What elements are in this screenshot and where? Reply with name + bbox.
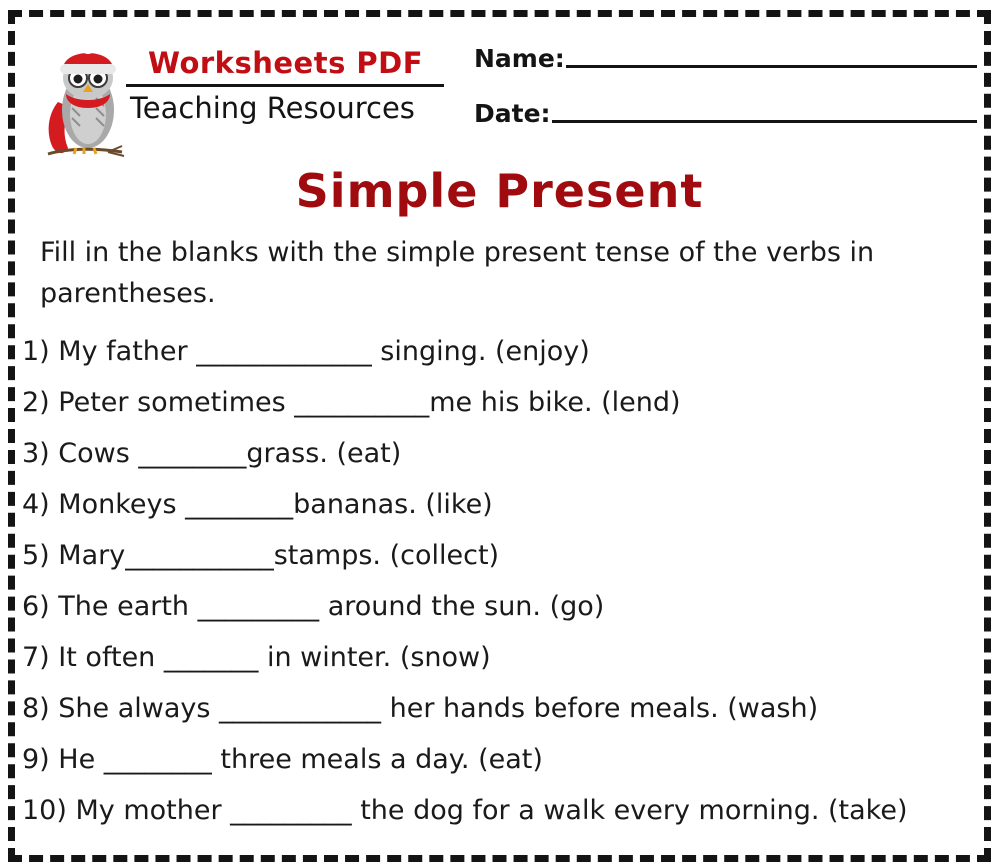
instructions-text: Fill in the blanks with the simple present tense of the verbs in parentheses. — [40, 237, 875, 309]
question-item[interactable]: 10) My mother _________ the dog for a walk every morning. (take) — [22, 795, 908, 826]
page-content — [22, 22, 977, 854]
name-input[interactable] — [566, 65, 977, 68]
page-title: Simple Present — [295, 164, 704, 218]
brand-text — [126, 46, 456, 127]
name-date-block — [474, 44, 977, 154]
brand-logo-block — [38, 30, 458, 165]
question-item[interactable]: 7) It often _______ in winter. (snow) — [22, 642, 491, 673]
date-row — [474, 99, 977, 128]
page-border-left — [8, 10, 15, 862]
question-item[interactable]: 3) Cows ________grass. (eat) — [22, 438, 402, 469]
page-border-right — [984, 10, 991, 862]
date-label: Date: — [474, 99, 551, 128]
question-item[interactable]: 9) He ________ three meals a day. (eat) — [22, 744, 543, 775]
question-item[interactable]: 5) Mary___________stamps. (collect) — [22, 540, 500, 571]
question-list — [22, 326, 977, 836]
page-border-bottom — [8, 855, 991, 862]
question-item[interactable]: 2) Peter sometimes __________me his bike. (lend) — [22, 387, 681, 418]
question-item[interactable]: 1) My father _____________ singing. (enjoy) — [22, 336, 590, 367]
owl-with-winter-hat-icon — [38, 36, 130, 166]
question-item[interactable]: 6) The earth _________ around the sun. (go) — [22, 591, 605, 622]
brand-title-primary: Worksheets PDF — [148, 46, 424, 80]
name-row — [474, 44, 977, 73]
page-border-top — [8, 10, 991, 17]
brand-title-secondary: Teaching Resources — [130, 91, 415, 125]
date-input[interactable] — [552, 120, 977, 123]
question-item[interactable]: 4) Monkeys ________bananas. (like) — [22, 489, 493, 520]
question-item[interactable]: 8) She always ____________ her hands before meals. (wash) — [22, 693, 819, 724]
name-label: Name: — [474, 44, 565, 73]
brand-divider — [126, 84, 444, 87]
worksheet-header — [22, 22, 977, 162]
